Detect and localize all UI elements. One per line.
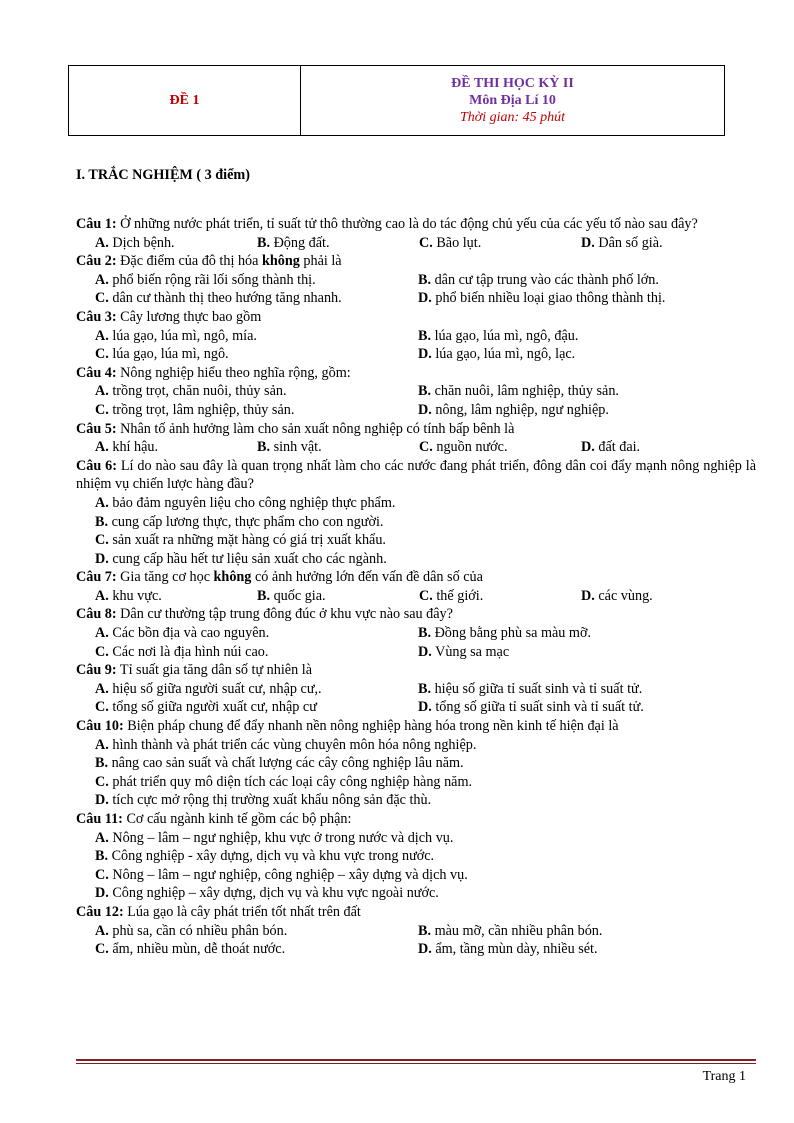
option-row <box>95 643 756 662</box>
answer-option[interactable] <box>95 736 756 755</box>
option-text: lúa gạo, lúa mì, ngô, đậu. <box>431 327 579 344</box>
option-text: hiệu số giữa người suất cư, nhập cư,. <box>108 680 322 697</box>
option-letter: C. <box>95 866 109 883</box>
answer-option[interactable] <box>257 438 419 457</box>
question-number: Câu 2: <box>76 253 117 270</box>
question-emphasis: không <box>213 569 252 586</box>
exam-title-cell <box>301 66 725 136</box>
answer-option[interactable] <box>95 624 418 643</box>
question-text: Dân cư thường tập trung đông đúc ở khu vực nào sau đây? <box>116 606 453 623</box>
answer-option[interactable] <box>95 327 418 346</box>
option-letter: B. <box>418 383 432 400</box>
question-stem <box>76 420 756 439</box>
answer-options <box>76 234 756 253</box>
option-row <box>95 401 756 420</box>
question-list <box>76 215 756 959</box>
option-text: tổng số giữa người xuất cư, nhập cư <box>108 699 317 716</box>
answer-option[interactable] <box>95 438 257 457</box>
option-text: Bão lụt. <box>432 234 482 251</box>
answer-option[interactable] <box>418 680 741 699</box>
question-text: Ở những nước phát triển, tỉ suất tử thô thường cao là do tác động chủ yếu của các yếu tố nào sau đây? <box>116 216 698 232</box>
question-text-after: phải là <box>299 253 342 270</box>
option-letter: A. <box>95 234 109 251</box>
question-stem <box>76 605 756 624</box>
question-stem <box>76 810 756 829</box>
option-letter: A. <box>95 829 109 846</box>
option-letter: B. <box>257 439 271 456</box>
question <box>76 903 756 959</box>
option-text: thế giới. <box>432 587 484 604</box>
answer-options <box>76 736 756 810</box>
option-text: cung cấp hầu hết tư liệu sản xuất cho các ngành. <box>108 550 387 567</box>
option-row <box>95 438 756 457</box>
option-text: cung cấp lương thực, thực phẩm cho con người. <box>108 513 384 530</box>
answer-options <box>76 680 756 717</box>
option-letter: C. <box>95 699 109 716</box>
question-text: Lí do nào sau đây là quan trọng nhất làm cho các nước đang phát triển, đông dân coi đẩy mạnh nông nghiệp là nhiệm vụ chiến lược hàng đầu? <box>76 457 756 493</box>
question-stem <box>76 903 756 922</box>
question <box>76 308 756 364</box>
option-letter: C. <box>419 587 433 604</box>
option-text: khí hậu. <box>108 439 159 456</box>
option-text: sinh vật. <box>270 439 322 456</box>
option-letter: A. <box>95 271 109 288</box>
page-number: Trang 1 <box>702 1069 746 1084</box>
option-text: lúa gạo, lúa mì, ngô. <box>108 346 229 363</box>
option-letter: B. <box>95 848 109 865</box>
option-text: phù sa, cần có nhiều phân bón. <box>108 922 288 939</box>
question <box>76 605 756 661</box>
option-row <box>95 922 756 941</box>
option-letter: C. <box>95 643 109 660</box>
option-row <box>95 271 756 290</box>
option-letter: A. <box>95 439 109 456</box>
answer-option[interactable] <box>418 940 741 959</box>
option-text: Dịch bệnh. <box>108 234 175 251</box>
answer-option[interactable] <box>95 271 418 290</box>
option-letter: D. <box>418 401 432 418</box>
option-text: hiệu số giữa tỉ suất sinh và tỉ suất tử. <box>431 680 643 697</box>
question <box>76 717 756 810</box>
answer-option[interactable] <box>95 513 756 532</box>
question-stem <box>76 568 756 587</box>
option-text: sản xuất ra những mặt hàng có giá trị xuất khẩu. <box>108 532 386 549</box>
answer-option[interactable] <box>95 587 257 606</box>
option-letter: C. <box>95 346 109 363</box>
option-text: phổ biến nhiều loại giao thông thành thị. <box>431 290 666 307</box>
option-text: trồng trọt, lâm nghiệp, thủy sản. <box>108 401 295 418</box>
question-number: Câu 6: <box>76 457 117 474</box>
option-letter: B. <box>418 625 432 642</box>
answer-option[interactable] <box>418 401 741 420</box>
exam-subject: Môn Địa Lí 10 <box>469 93 556 108</box>
answer-option[interactable] <box>257 234 419 253</box>
answer-option[interactable] <box>95 884 756 903</box>
option-text: phát triển quy mô diện tích các loại cây công nghiệp hàng năm. <box>108 773 473 790</box>
exam-header <box>68 65 725 136</box>
question-text: Nhân tố ảnh hưởng làm cho sản xuất nông nghiệp có tính bấp bênh là <box>116 420 515 437</box>
answer-option[interactable] <box>419 438 581 457</box>
answer-option[interactable] <box>581 234 743 253</box>
answer-option[interactable] <box>95 791 756 810</box>
option-text: trồng trọt, chăn nuôi, thủy sản. <box>108 383 287 400</box>
option-letter: D. <box>95 550 109 567</box>
answer-option[interactable] <box>418 698 741 717</box>
question-number: Câu 9: <box>76 662 117 679</box>
option-letter: C. <box>95 773 109 790</box>
option-letter: B. <box>257 234 271 251</box>
question <box>76 252 756 308</box>
option-text: tổng số giữa tỉ suất sinh và tỉ suất tử. <box>431 699 644 716</box>
option-row <box>95 624 756 643</box>
option-text: quốc gia. <box>270 587 326 604</box>
option-letter: B. <box>418 271 432 288</box>
answer-options <box>76 587 756 606</box>
option-text: Công nghiệp – xây dựng, dịch vụ và khu vực ngoài nước. <box>108 885 439 902</box>
option-letter: D. <box>418 346 432 363</box>
option-letter: D. <box>581 439 595 456</box>
option-letter: D. <box>418 941 432 958</box>
question-number: Câu 4: <box>76 364 117 381</box>
section-title: I. TRẮC NGHIỆM ( 3 điểm) <box>76 167 250 183</box>
option-text: các vùng. <box>594 587 653 604</box>
answer-options <box>76 922 756 959</box>
question <box>76 420 756 457</box>
question-stem <box>76 364 756 383</box>
question-text: Cây lương thực bao gồm <box>116 308 262 325</box>
question-text: Biện pháp chung để đẩy nhanh nền nông nghiệp hàng hóa trong nền kinh tế hiện đại là <box>123 718 619 735</box>
question-number: Câu 11: <box>76 811 123 827</box>
answer-option[interactable] <box>418 922 741 941</box>
option-text: khu vực. <box>108 587 162 604</box>
option-letter: D. <box>418 699 432 716</box>
question-text: Nông nghiệp hiểu theo nghĩa rộng, gồm: <box>116 364 351 381</box>
answer-option[interactable] <box>419 587 581 606</box>
question-text: Gia tăng cơ học <box>116 569 214 586</box>
option-letter: A. <box>95 680 109 697</box>
option-letter: D. <box>95 792 109 809</box>
option-text: phổ biến rộng rãi lối sống thành thị. <box>108 271 316 288</box>
answer-option[interactable] <box>95 531 756 550</box>
option-text: Đồng bằng phù sa màu mỡ. <box>431 625 592 642</box>
answer-option[interactable] <box>95 680 418 699</box>
option-letter: D. <box>418 643 432 660</box>
option-text: Nông – lâm – ngư nghiệp, khu vực ở trong nước và dịch vụ. <box>108 829 454 846</box>
answer-option[interactable] <box>95 382 418 401</box>
answer-options <box>76 829 756 903</box>
question-stem <box>76 717 756 736</box>
question <box>76 810 756 903</box>
option-text: Công nghiệp - xây dựng, dịch vụ và khu vực trong nước. <box>108 848 435 865</box>
question <box>76 457 756 569</box>
answer-option[interactable] <box>95 234 257 253</box>
option-text: Các nơi là địa hình núi cao. <box>108 643 269 660</box>
option-text: màu mỡ, cần nhiều phân bón. <box>431 922 603 939</box>
option-text: nông, lâm nghiệp, ngư nghiệp. <box>431 401 609 418</box>
answer-options <box>76 494 756 568</box>
option-text: tích cực mở rộng thị trường xuất khẩu nông sản đặc thù. <box>108 792 432 809</box>
answer-option[interactable] <box>581 438 743 457</box>
question-number: Câu 1: <box>76 216 117 232</box>
answer-option[interactable] <box>95 494 756 513</box>
question-number: Câu 12: <box>76 903 124 920</box>
question-number: Câu 10: <box>76 718 124 735</box>
option-letter: A. <box>95 327 109 344</box>
option-text: lúa gạo, lúa mì, ngô, lạc. <box>431 346 576 363</box>
option-letter: A. <box>95 494 109 511</box>
answer-option[interactable] <box>95 847 756 866</box>
question <box>76 364 756 420</box>
option-text: chăn nuôi, lâm nghiệp, thủy sản. <box>431 383 619 400</box>
question <box>76 568 756 605</box>
option-letter: C. <box>95 401 109 418</box>
option-letter: B. <box>95 755 109 772</box>
footer-rule <box>76 1059 756 1061</box>
option-row <box>95 234 756 253</box>
answer-option[interactable] <box>95 922 418 941</box>
option-text: nâng cao sản suất và chất lượng các cây công nghiệp lâu năm. <box>108 755 464 772</box>
question-emphasis: không <box>261 253 300 270</box>
answer-option[interactable] <box>95 754 756 773</box>
option-row <box>95 345 756 364</box>
option-letter: C. <box>95 941 109 958</box>
option-letter: A. <box>95 625 109 642</box>
option-letter: C. <box>95 290 109 307</box>
option-letter: C. <box>95 532 109 549</box>
answer-option[interactable] <box>95 345 418 364</box>
answer-option[interactable] <box>95 643 418 662</box>
answer-option[interactable] <box>95 866 756 885</box>
answer-option[interactable] <box>419 234 581 253</box>
option-row <box>95 289 756 308</box>
exam-time: Thời gian: 45 phút <box>459 110 566 125</box>
question-text: Đặc điểm của đô thị hóa <box>116 253 262 270</box>
question-stem <box>76 457 756 494</box>
question-text: Tỉ suất gia tăng dân số tự nhiên là <box>116 662 312 679</box>
answer-option[interactable] <box>95 401 418 420</box>
answer-option[interactable] <box>95 698 418 717</box>
answer-option[interactable] <box>95 940 418 959</box>
option-letter: D. <box>95 885 109 902</box>
option-row <box>95 327 756 346</box>
option-letter: A. <box>95 383 109 400</box>
option-row <box>95 698 756 717</box>
option-text: bảo đảm nguyên liệu cho công nghiệp thực phẩm. <box>108 494 396 511</box>
option-row <box>95 587 756 606</box>
question-number: Câu 7: <box>76 569 117 586</box>
answer-options <box>76 327 756 364</box>
question-text: Lúa gạo là cây phát triển tốt nhất trên đất <box>123 903 361 920</box>
answer-options <box>76 624 756 661</box>
option-letter: D. <box>418 290 432 307</box>
option-row <box>95 382 756 401</box>
option-text: lúa gạo, lúa mì, ngô, mía. <box>108 327 257 344</box>
option-letter: B. <box>418 680 432 697</box>
answer-options <box>76 271 756 308</box>
option-text: Các bồn địa và cao nguyên. <box>108 625 270 642</box>
option-letter: A. <box>95 736 109 753</box>
option-row <box>95 680 756 699</box>
option-letter: B. <box>95 513 109 530</box>
option-letter: A. <box>95 922 109 939</box>
option-text: hình thành và phát triển các vùng chuyên môn hóa nông nghiệp. <box>108 736 477 753</box>
exam-code: ĐỀ 1 <box>69 66 301 136</box>
question <box>76 661 756 717</box>
option-text: Động đất. <box>270 234 330 251</box>
question-text: Cơ cấu ngành kinh tế gồm các bộ phận: <box>122 811 352 827</box>
option-letter: D. <box>581 587 595 604</box>
answer-options <box>76 438 756 457</box>
answer-option[interactable] <box>257 587 419 606</box>
answer-option[interactable] <box>95 289 418 308</box>
option-text: dân cư tập trung vào các thành phố lớn. <box>431 271 659 288</box>
question-stem <box>76 308 756 327</box>
answer-option[interactable] <box>418 624 741 643</box>
option-letter: A. <box>95 587 109 604</box>
question-stem <box>76 661 756 680</box>
option-letter: B. <box>257 587 271 604</box>
question-text-after: có ảnh hưởng lớn đến vấn đề dân số của <box>251 569 483 586</box>
option-text: ẩm, nhiều mùn, dễ thoát nước. <box>108 941 286 958</box>
answer-option[interactable] <box>95 829 756 848</box>
answer-option[interactable] <box>418 382 741 401</box>
answer-options <box>76 382 756 419</box>
question-number: Câu 5: <box>76 420 117 437</box>
option-letter: C. <box>419 439 433 456</box>
footer-rule-thin <box>76 1063 756 1064</box>
question-stem <box>76 252 756 271</box>
question-number: Câu 8: <box>76 606 117 623</box>
answer-option[interactable] <box>418 345 741 364</box>
answer-option[interactable] <box>95 773 756 792</box>
option-letter: C. <box>419 234 433 251</box>
option-text: nguồn nước. <box>432 439 508 456</box>
option-text: dân cư thành thị theo hướng tăng nhanh. <box>108 290 342 307</box>
option-letter: D. <box>581 234 595 251</box>
option-text: đất đai. <box>594 439 641 456</box>
option-row <box>95 940 756 959</box>
option-text: Nông – lâm – ngư nghiệp, công nghiệp – xây dựng và dịch vụ. <box>108 866 468 883</box>
option-letter: B. <box>418 922 432 939</box>
option-text: Dân số già. <box>594 234 663 251</box>
exam-title: ĐỀ THI HỌC KỲ II <box>451 76 574 91</box>
question-stem <box>76 215 756 234</box>
answer-option[interactable] <box>418 289 741 308</box>
answer-option[interactable] <box>418 327 741 346</box>
answer-option[interactable] <box>581 587 743 606</box>
option-text: Vùng sa mạc <box>431 643 510 660</box>
question-number: Câu 3: <box>76 308 117 325</box>
answer-option[interactable] <box>95 550 756 569</box>
answer-option[interactable] <box>418 643 741 662</box>
option-text: ẩm, tầng mùn dày, nhiều sét. <box>431 941 598 958</box>
answer-option[interactable] <box>418 271 741 290</box>
option-letter: B. <box>418 327 432 344</box>
question <box>76 215 756 252</box>
